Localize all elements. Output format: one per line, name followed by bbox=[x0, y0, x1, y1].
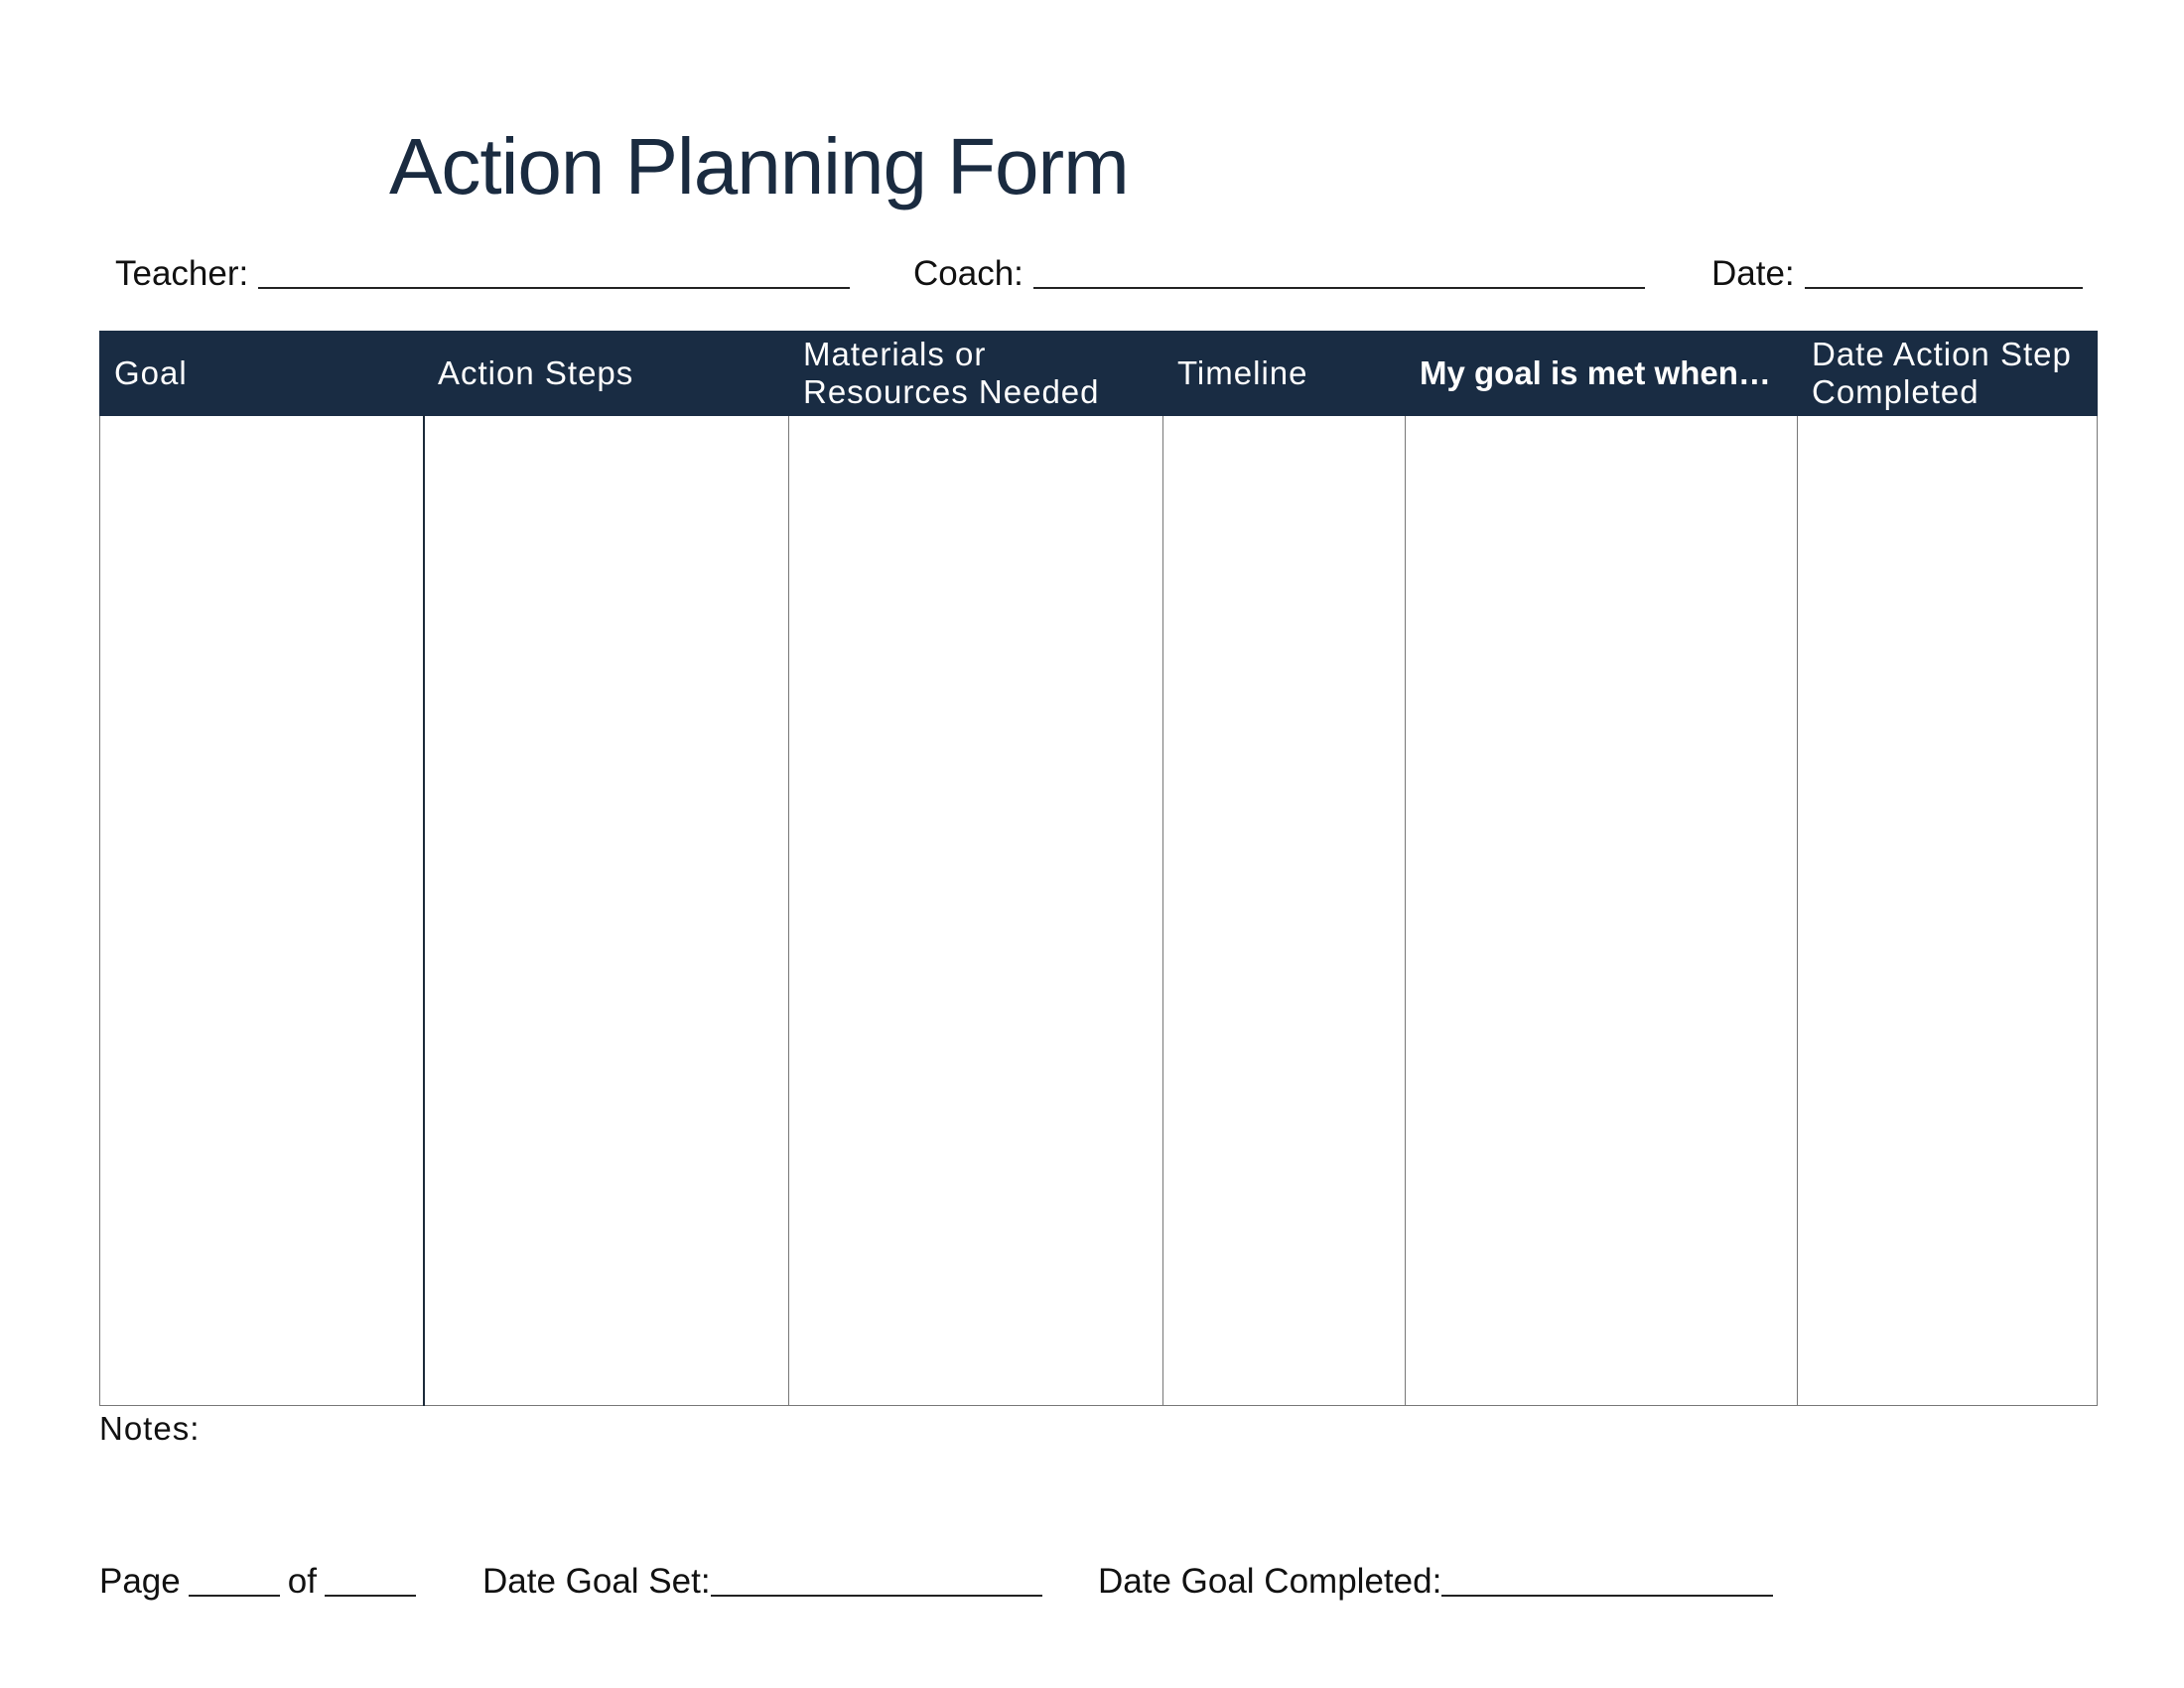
page-count-field bbox=[99, 1562, 424, 1602]
table-header-row bbox=[100, 332, 2098, 416]
table-row bbox=[100, 416, 2098, 1406]
of-label: of bbox=[287, 1562, 317, 1601]
header-date-completed: Date Action Step Completed bbox=[1798, 332, 2098, 416]
date-goal-completed-field bbox=[1098, 1562, 1781, 1602]
goal-met-when-cell[interactable] bbox=[1406, 416, 1798, 1406]
teacher-label: Teacher: bbox=[115, 254, 249, 293]
teacher-field bbox=[115, 256, 850, 291]
date-field bbox=[1711, 256, 2083, 291]
date-completed-cell[interactable] bbox=[1798, 416, 2098, 1406]
materials-cell[interactable] bbox=[789, 416, 1163, 1406]
page-total-line[interactable] bbox=[325, 1595, 416, 1597]
page-label: Page bbox=[99, 1562, 181, 1601]
action-plan-table bbox=[99, 331, 2098, 1406]
timeline-cell[interactable] bbox=[1163, 416, 1406, 1406]
action-steps-cell[interactable] bbox=[424, 416, 789, 1406]
date-goal-completed-line[interactable] bbox=[1441, 1595, 1773, 1597]
coach-label: Coach: bbox=[913, 254, 1024, 293]
coach-input-line[interactable] bbox=[1033, 287, 1645, 289]
form-title: Action Planning Form bbox=[389, 122, 1129, 211]
page-number-line[interactable] bbox=[189, 1595, 280, 1597]
date-goal-completed-label: Date Goal Completed: bbox=[1098, 1562, 1442, 1601]
date-goal-set-label: Date Goal Set: bbox=[482, 1562, 711, 1601]
header-action-steps: Action Steps bbox=[424, 332, 789, 416]
coach-field bbox=[913, 256, 1645, 291]
header-goal: Goal bbox=[100, 332, 424, 416]
date-goal-set-field bbox=[482, 1562, 1050, 1602]
header-timeline: Timeline bbox=[1163, 332, 1406, 416]
goal-cell[interactable] bbox=[100, 416, 424, 1406]
header-goal-met-when: My goal is met when… bbox=[1406, 332, 1798, 416]
date-input-line[interactable] bbox=[1805, 287, 2083, 289]
header-materials: Materials or Resources Needed bbox=[789, 332, 1163, 416]
date-label: Date: bbox=[1711, 254, 1795, 293]
notes-label: Notes: bbox=[99, 1410, 201, 1447]
teacher-input-line[interactable] bbox=[258, 287, 850, 289]
date-goal-set-line[interactable] bbox=[711, 1595, 1042, 1597]
